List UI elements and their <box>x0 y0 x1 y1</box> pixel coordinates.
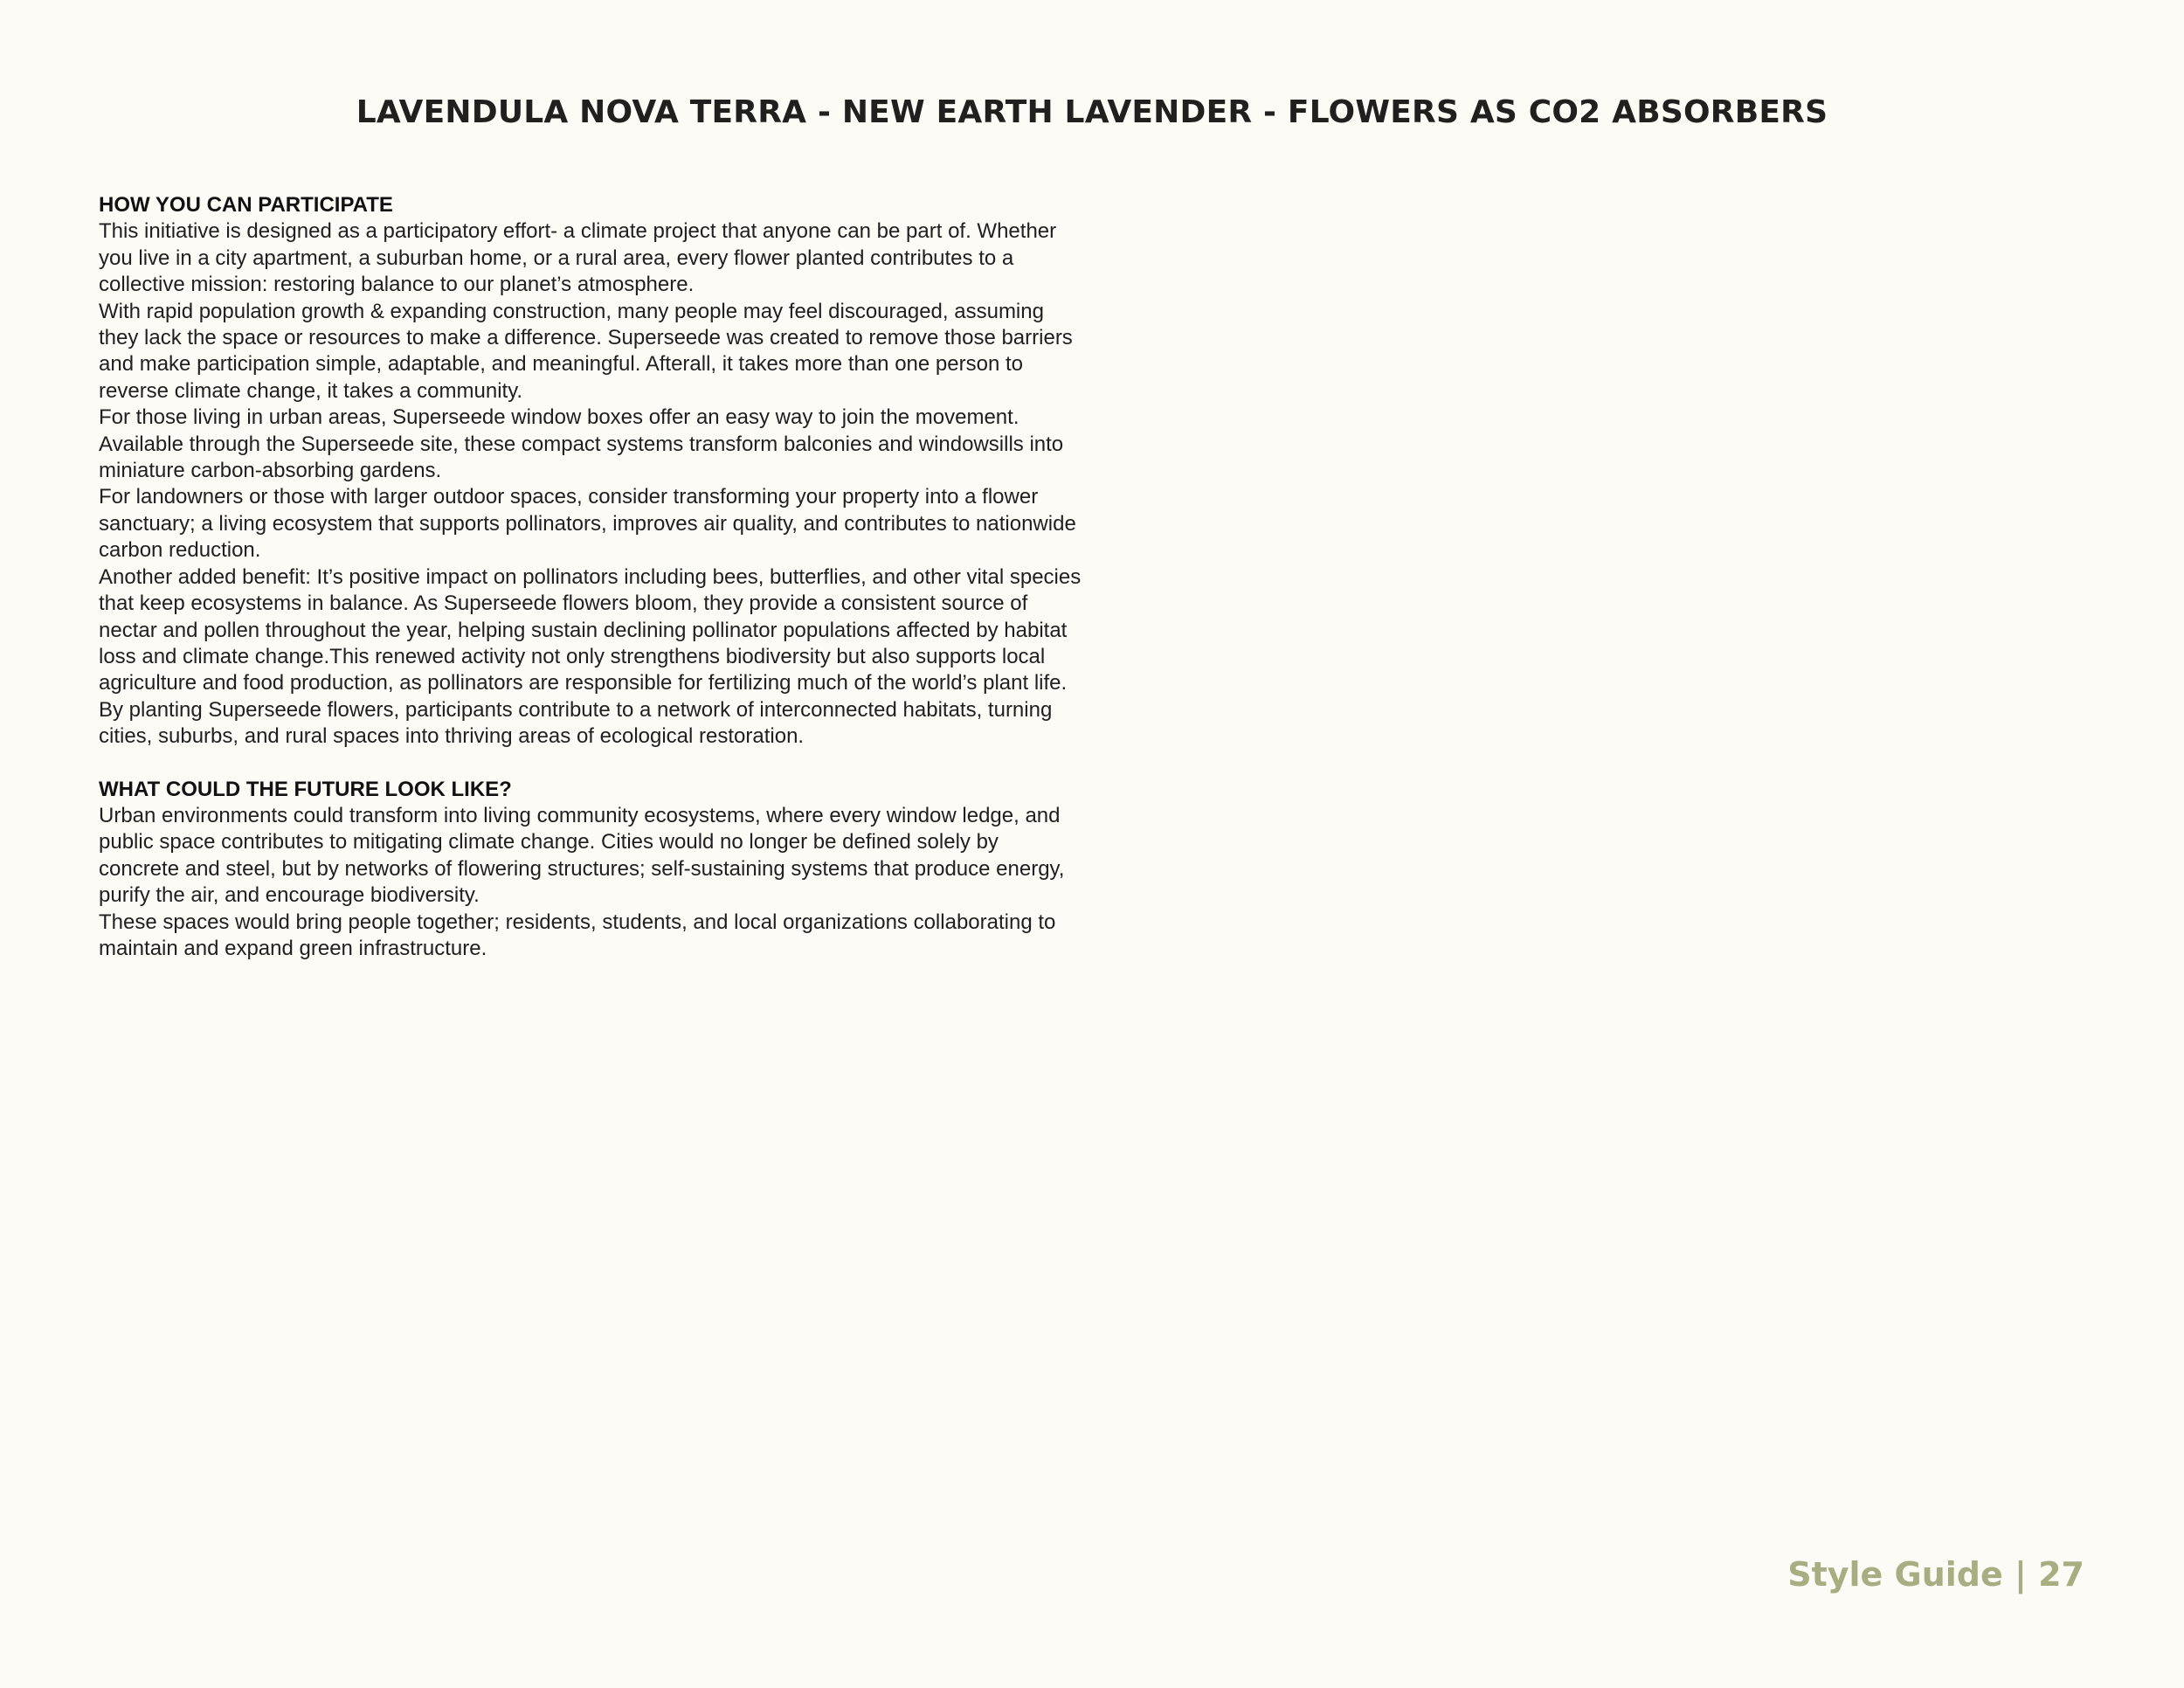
paragraph: For those living in urban areas, Superseede window boxes offer an easy way to join the movement. Available through the Superseede site, these compact systems transform balconies and windowsills into miniature carbon-absorbing gardens. <box>99 405 1064 483</box>
page-footer: Style Guide | 27 <box>1787 1555 2084 1594</box>
section-future <box>99 777 1082 963</box>
paragraph: Urban environments could transform into living community ecosystems, where every window ledge, and public space contributes to mitigating climate change. Cities would no longer be defined solely by concrete and steel, but by networks of flowering structures; self-sustaining systems that produce energy, purify the air, and encourage biodiversity. <box>99 803 1065 908</box>
section-heading: WHAT COULD THE FUTURE LOOK LIKE? <box>99 777 512 801</box>
paragraph: This initiative is designed as a participatory effort- a climate project that anyone can be part of. Whether you live in a city apartment, a suburban home, or a rural area, every flower planted contributes to a collective mission: restoring balance to our planet’s atmosphere. <box>99 219 1057 297</box>
section-heading: HOW YOU CAN PARTICIPATE <box>99 193 393 217</box>
document-body <box>99 192 1082 988</box>
paragraph: With rapid population growth & expanding construction, many people may feel discouraged, assuming they lack the space or resources to make a difference. Superseede was created to remove those barriers and make participation simple, adaptable, and meaningful. Afterall, it takes more than one person to reverse climate change, it takes a community. <box>99 299 1073 403</box>
paragraph: For landowners or those with larger outdoor spaces, consider transforming your property into a flower sanctuary; a living ecosystem that supports pollinators, improves air quality, and contributes to nationwide carbon reduction. <box>99 485 1076 563</box>
section-participate <box>99 192 1082 751</box>
paragraph: Another added benefit: It’s positive impact on pollinators including bees, butterflies, and other vital species that keep ecosystems in balance. As Superseede flowers bloom, they provide a consistent source of nectar and pollen throughout the year, helping sustain declining pollinator populations affected by habitat loss and climate change.This renewed activity not only strengthens biodiversity but also supports local agriculture and food production, as pollinators are responsible for fertilizing much of the world’s plant life. By planting Superseede flowers, participants contribute to a network of interconnected habitats, turning cities, suburbs, and rural spaces into thriving areas of ecological restoration. <box>99 564 1082 749</box>
page-title: LAVENDULA NOVA TERRA - NEW EARTH LAVENDER - FLOWERS AS CO2 ABSORBERS <box>356 94 1828 130</box>
paragraph: These spaces would bring people together; residents, students, and local organizations collaborating to maintain and expand green infrastructure. <box>99 910 1056 960</box>
